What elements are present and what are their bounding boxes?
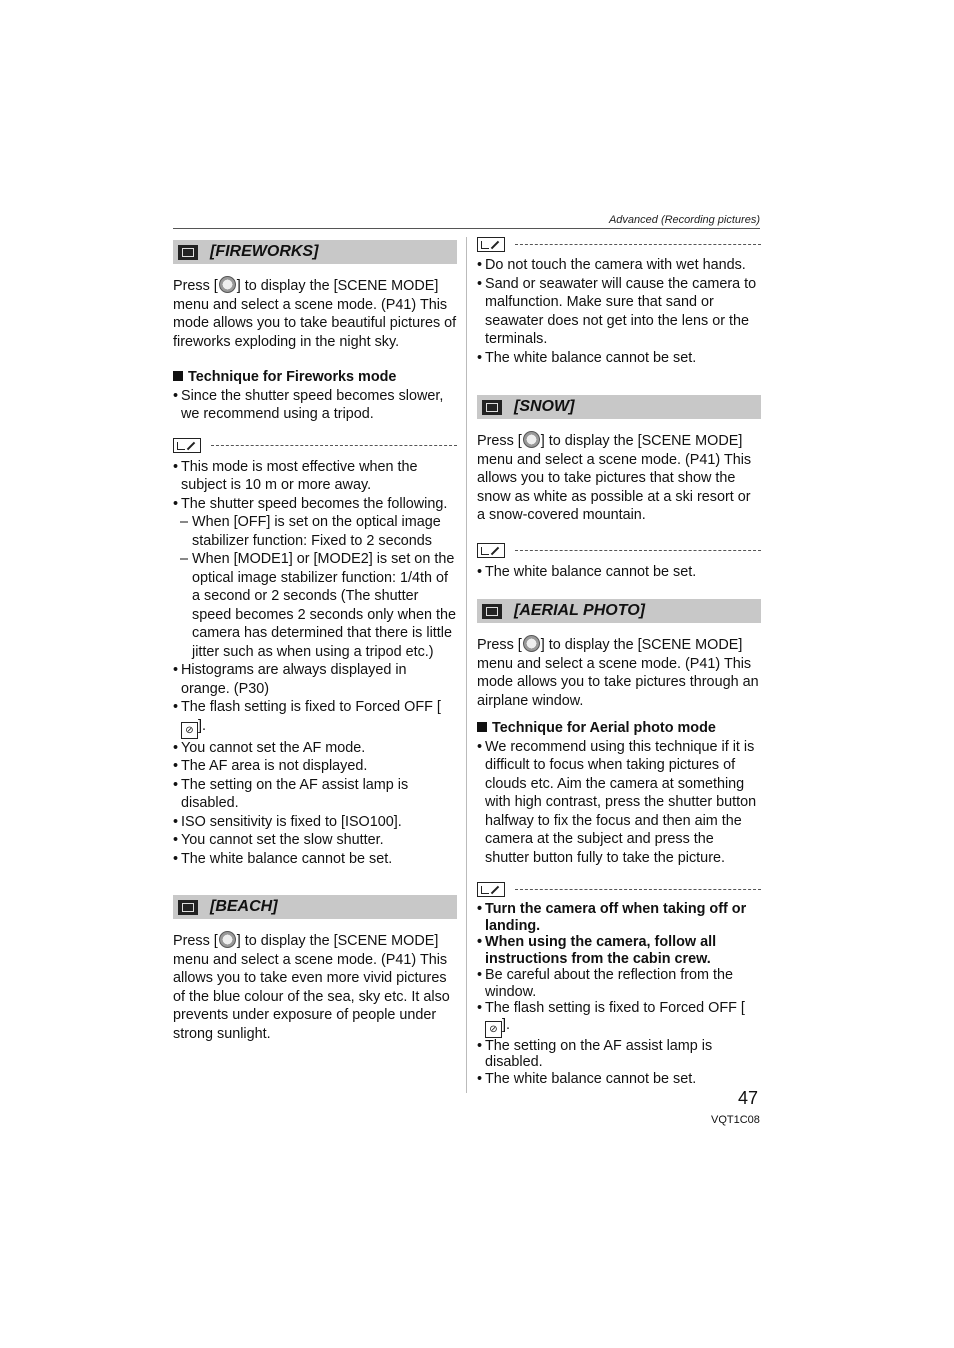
fireworks-section-header bbox=[173, 240, 457, 264]
list-item: • You cannot set the AF mode. bbox=[173, 739, 457, 758]
aerial-notes bbox=[477, 901, 761, 1087]
list-item: • This mode is most effective when the subject is 10 m or more away. bbox=[173, 458, 457, 495]
beach-icon bbox=[178, 900, 198, 915]
list-item: • The AF area is not displayed. bbox=[173, 757, 457, 776]
list-item: • Do not touch the camera with wet hands. bbox=[477, 256, 761, 275]
list-item: • Since the shutter speed becomes slower, we recommend using a tripod. bbox=[173, 387, 457, 424]
list-item: • Sand or seawater will cause the camera to malfunction. Make sure that sand or seawater does not get into the lens or the terminals. bbox=[477, 275, 761, 349]
menu-set-button-icon bbox=[219, 931, 236, 948]
running-header: Advanced (Recording pictures) bbox=[608, 214, 760, 226]
fireworks-technique-heading: Technique for Fireworks mode bbox=[173, 368, 457, 387]
menu-set-button-icon bbox=[523, 431, 540, 448]
fireworks-icon bbox=[178, 245, 198, 260]
aerial-photo-icon bbox=[482, 604, 502, 619]
list-item: – When [MODE1] or [MODE2] is set on the optical image stabilizer function: 1/4th of a second or 2 seconds (The shutter speed becomes 2 seconds only when the camera has determined that there is little jitter such as when using a tripod etc.) bbox=[173, 550, 457, 661]
flash-off-icon: ⊘ bbox=[181, 722, 198, 739]
list-item: • The white balance cannot be set. bbox=[477, 563, 761, 582]
snow-icon bbox=[482, 400, 502, 415]
note-divider bbox=[173, 437, 457, 455]
beach-notes bbox=[477, 256, 761, 367]
snow-intro: Press [ ] to display the [SCENE MODE] menu and select a scene mode. (P41) This allows you to take pictures that show the snow as white as possible at a ski resort or a snow-covered mountain. bbox=[477, 433, 752, 523]
flash-off-icon: ⊘ bbox=[485, 1021, 502, 1038]
aerial-title: [AERIAL PHOTO] bbox=[514, 601, 645, 619]
note-icon bbox=[173, 438, 201, 453]
list-item: • When using the camera, follow all instructions from the cabin crew. bbox=[477, 934, 761, 967]
fireworks-notes bbox=[173, 458, 457, 869]
list-item: • The flash setting is fixed to Forced OFF [⊘ ]. bbox=[173, 698, 457, 739]
list-item: • Turn the camera off when taking off or landing. bbox=[477, 901, 761, 934]
note-icon bbox=[477, 882, 505, 897]
right-column bbox=[477, 235, 761, 1087]
aerial-section-header bbox=[477, 599, 761, 623]
snow-description: This allows you to take pictures that show the snow as white as possible at a ski resort or a snow-covered mountain. bbox=[477, 451, 752, 523]
list-item: • The flash setting is fixed to Forced OFF [⊘ ]. bbox=[477, 1000, 761, 1038]
list-item: • The white balance cannot be set. bbox=[477, 349, 761, 368]
square-bullet-icon bbox=[477, 722, 487, 732]
aerial-description: This mode allows you to take pictures through an airplane window. bbox=[477, 655, 759, 709]
snow-notes bbox=[477, 563, 761, 582]
list-item: – When [OFF] is set on the optical image stabilizer function: Fixed to 2 seconds bbox=[173, 513, 457, 550]
list-item: • ISO sensitivity is fixed to [ISO100]. bbox=[173, 813, 457, 832]
aerial-technique-list bbox=[477, 738, 761, 868]
note-divider bbox=[477, 235, 761, 253]
menu-set-button-icon bbox=[219, 276, 236, 293]
header-rule bbox=[173, 228, 760, 229]
menu-set-button-icon bbox=[523, 635, 540, 652]
square-bullet-icon bbox=[173, 371, 183, 381]
document-code: VQT1C08 bbox=[711, 1114, 760, 1126]
list-item: • We recommend using this technique if it is difficult to focus when taking pictures of clouds etc. Aim the camera at something with high contrast, press the shutter button halfway to fix the focus and then aim the camera at the subject and press the shutter button fully to take the picture. bbox=[477, 738, 761, 868]
left-column bbox=[173, 240, 457, 1043]
column-divider bbox=[466, 237, 467, 1093]
beach-title: [BEACH] bbox=[210, 897, 278, 915]
aerial-intro: Press [ ] to display the [SCENE MODE] menu and select a scene mode. (P41) This mode allows you to take pictures through an airplane window. bbox=[477, 637, 759, 709]
snow-title: [SNOW] bbox=[514, 397, 575, 415]
list-item: • The setting on the AF assist lamp is disabled. bbox=[173, 776, 457, 813]
list-item: • Be careful about the reflection from the window. bbox=[477, 967, 761, 1000]
beach-section-header bbox=[173, 895, 457, 919]
aerial-technique-heading: Technique for Aerial photo mode bbox=[477, 719, 761, 738]
note-divider bbox=[477, 880, 761, 898]
page-number: 47 bbox=[738, 1088, 759, 1108]
snow-section-header bbox=[477, 395, 761, 419]
fireworks-intro: Press [ ] to display the [SCENE MODE] menu and select a scene mode. (P41) This mode allows you to take beautiful pictures of fireworks exploding in the night sky. bbox=[173, 278, 457, 350]
beach-intro: Press [ ] to display the [SCENE MODE] menu and select a scene mode. (P41) This allows you to take even more vivid pictures of the blue colour of the sea, sky etc. It also prevents under exposure of people under strong sunlight. bbox=[173, 933, 450, 1042]
list-item: • The white balance cannot be set. bbox=[477, 1071, 761, 1088]
fireworks-technique-list bbox=[173, 387, 457, 424]
note-divider bbox=[477, 542, 761, 560]
list-item: • The setting on the AF assist lamp is disabled. bbox=[477, 1038, 761, 1071]
list-item: • The white balance cannot be set. bbox=[173, 850, 457, 869]
list-item: • The shutter speed becomes the following. bbox=[173, 495, 457, 514]
beach-description: This allows you to take even more vivid pictures of the blue colour of the sea, sky etc. It also prevents under exposure of people under strong sunlight. bbox=[173, 951, 450, 1042]
note-icon bbox=[477, 237, 505, 252]
note-icon bbox=[477, 543, 505, 558]
fireworks-description: This mode allows you to take beautiful pictures of fireworks exploding in the night sky. bbox=[173, 296, 457, 350]
list-item: • You cannot set the slow shutter. bbox=[173, 831, 457, 850]
fireworks-title: [FIREWORKS] bbox=[210, 242, 319, 260]
list-item: • Histograms are always displayed in orange. (P30) bbox=[173, 661, 457, 698]
